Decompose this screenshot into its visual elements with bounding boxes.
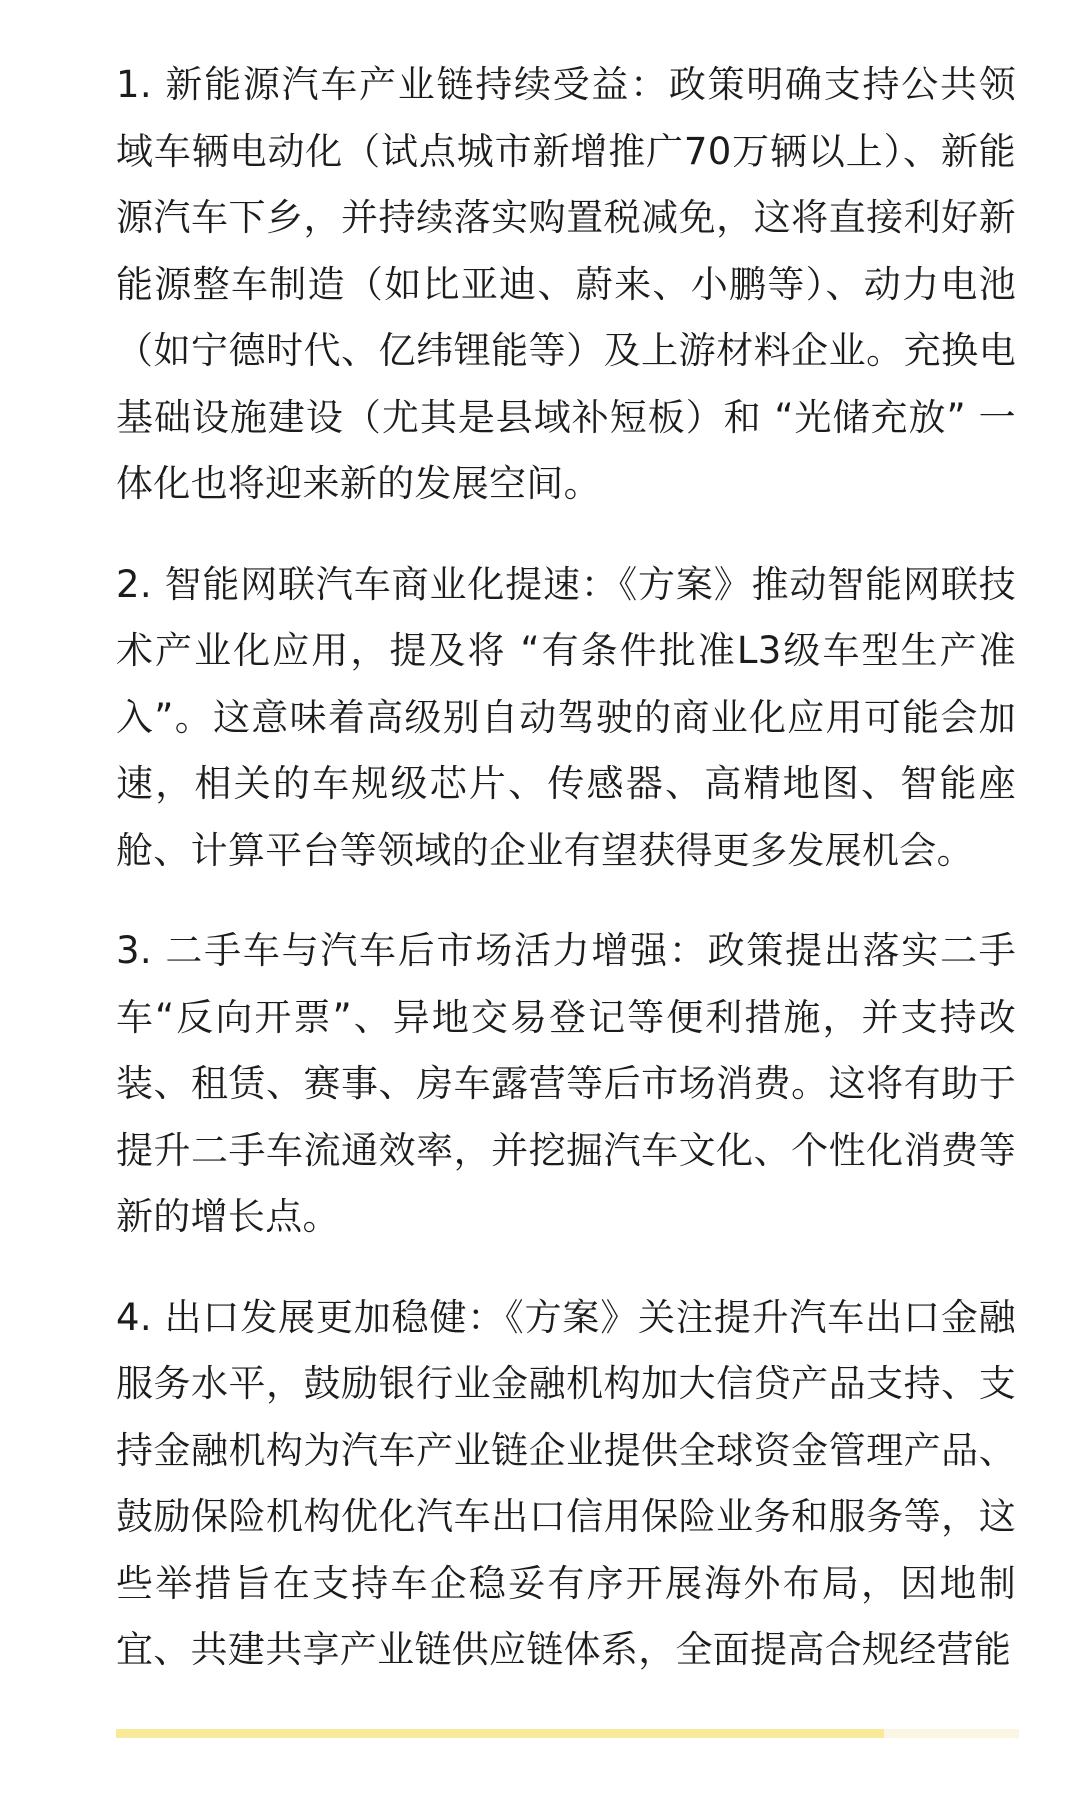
paragraph-export-development: 4. 出口发展更加稳健：《方案》关注提升汽车出口金融服务水平，鼓励银行业金融机构加大信贷产品支持、支持金融机构为汽车产业链企业提供全球资金管理产品、鼓励保险机构优化汽车出口信用保险业务和服务等，这些举措旨在支持车企稳妥有序开展海外布局，因地制宜、共建共享产业链供应链体系，全面提高合规经营能 (116, 1295, 1016, 1671)
reading-progress-bar (116, 1729, 1019, 1738)
paragraph-intelligent-connected-vehicles: 2. 智能网联汽车商业化提速：《方案》推动智能网联技术产业化应用，提及将 “有条件批准L3级车型生产准入”。这意味着高级别自动驾驶的商业化应用可能会加速，相关的车规级芯片、传感器、高精地图、智能座舱、计算平台等领域的企业有望获得更多发展机会。 (116, 562, 1016, 872)
article-body (116, 52, 1016, 1684)
paragraph-used-cars-aftermarket: 3. 二手车与汽车后市场活力增强：政策提出落实二手车“反向开票”、异地交易登记等便利措施，并支持改装、租赁、赛事、房车露营等后市场消费。这将有助于提升二手车流通效率，并挖掘汽车文化、个性化消费等新的增长点。 (116, 929, 1016, 1238)
reading-progress-fill (116, 1729, 884, 1738)
paragraph-new-energy-vehicles: 1. 新能源汽车产业链持续受益：政策明确支持公共领域车辆电动化（试点城市新增推广70万辆以上）、新能源汽车下乡，并持续落实购置税减免，这将直接利好新能源整车制造（如比亚迪、蔚来、小鹏等）、动力电池（如宁德时代、亿纬锂能等）及上游材料企业。充换电基础设施建设（尤其是县域补短板）和 “光储充放” 一体化也将迎来新的发展空间。 (116, 63, 1016, 505)
